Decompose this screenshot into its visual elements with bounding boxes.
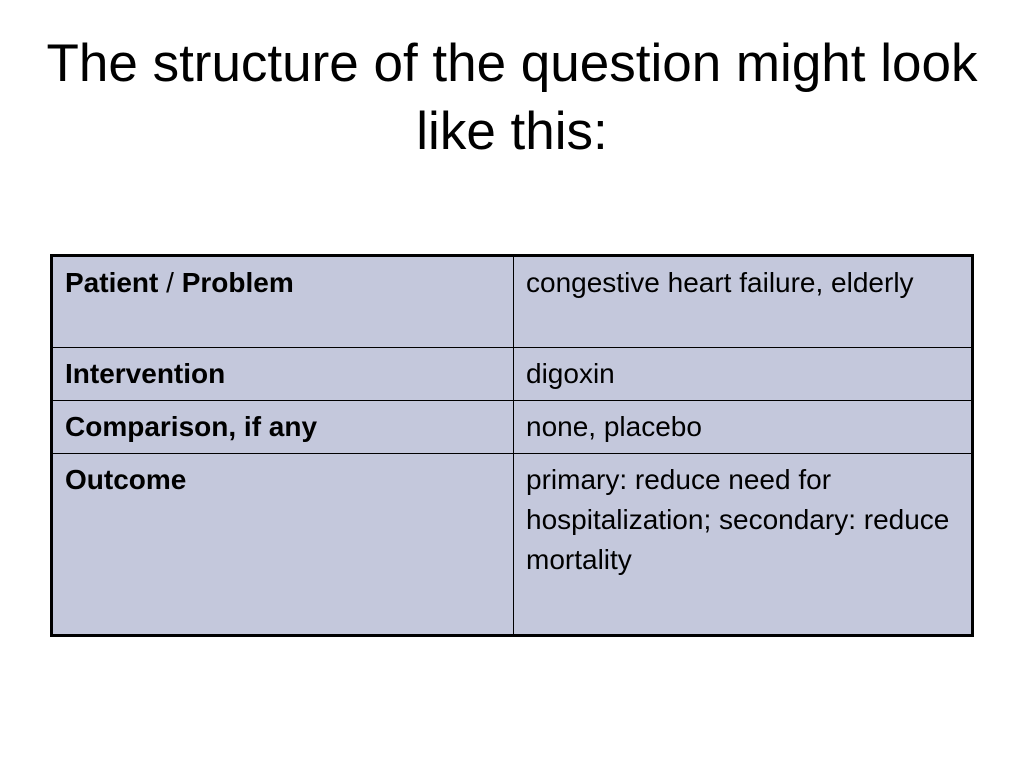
comparison-value: none, placebo — [514, 401, 973, 454]
table-row-patient — [52, 256, 973, 348]
pico-table — [50, 254, 974, 637]
label-separator: / — [158, 267, 182, 298]
patient-problem-value: congestive heart failure, elderly — [514, 256, 973, 348]
table-row-intervention — [52, 348, 973, 401]
problem-label: Problem — [181, 267, 294, 298]
patient-problem-label — [52, 256, 514, 348]
table-row-comparison — [52, 401, 973, 454]
intervention-value: digoxin — [514, 348, 973, 401]
outcome-value: primary: reduce need for hospitalization; secondary: reduce mortality — [514, 454, 973, 636]
slide-title: The structure of the question might look like this: — [46, 34, 978, 161]
intervention-label: Intervention — [52, 348, 514, 401]
outcome-label: Outcome — [52, 454, 514, 636]
patient-label: Patient — [65, 267, 159, 298]
comparison-label: Comparison, if any — [52, 401, 514, 454]
table-row-outcome — [52, 454, 973, 636]
